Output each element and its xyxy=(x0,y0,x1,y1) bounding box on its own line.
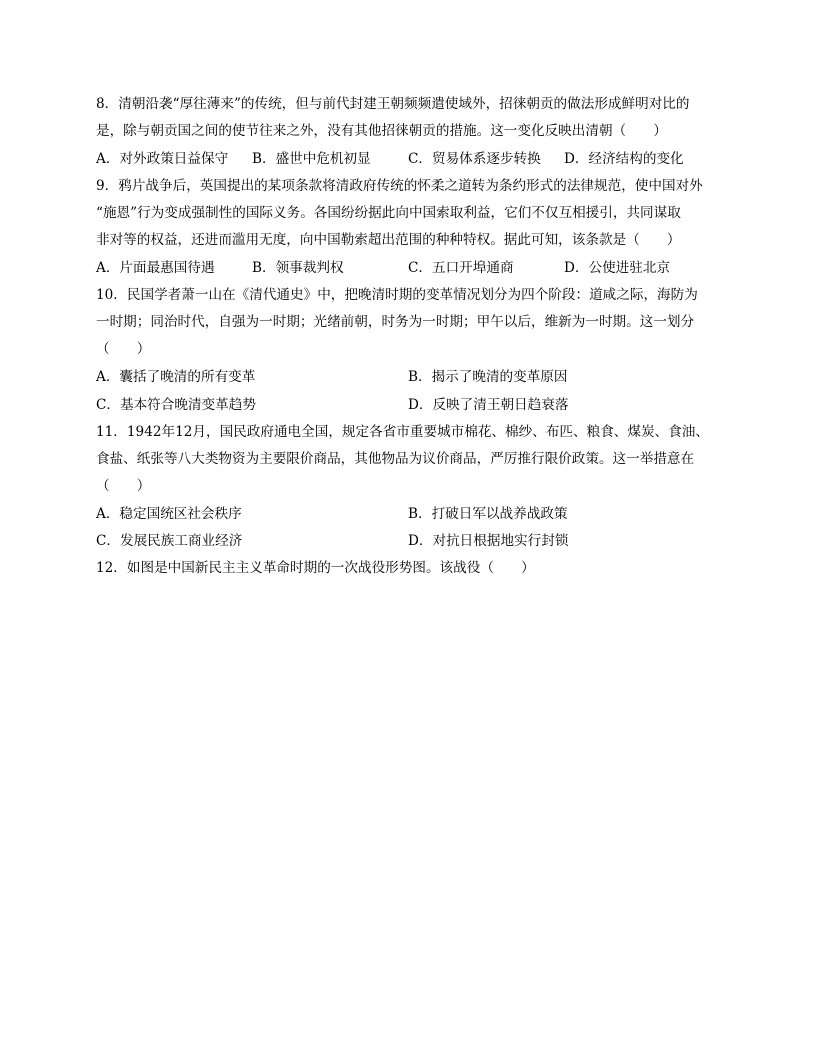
question-9-option-c: C．五口开埠通商 xyxy=(408,260,514,276)
question-9-stem-line-2: “施恩”行为变成强制性的国际义务。各国纷纷据此向中国索取利益，它们不仅互相援引，共同谋取 xyxy=(96,205,681,221)
question-9-option-a: A．片面最惠国待遇 xyxy=(96,260,215,276)
question-8-stem-line-2: 是，除与朝贡国之间的使节往来之外，没有其他招徕朝贡的措施。这一变化反映出清朝（ ） xyxy=(96,123,667,139)
question-10-stem-line-1: 10．民国学者萧一山在《清代通史》中，把晚清时期的变革情况划分为四个阶段：道咸之际，海防为 xyxy=(96,287,698,303)
question-8-option-d: D．经济结构的变化 xyxy=(564,151,684,167)
question-11-option-d: D．对抗日根据地实行封锁 xyxy=(408,533,569,549)
question-8-option-c: C．贸易体系逐步转换 xyxy=(408,151,541,167)
question-12-stem-line-1: 12．如图是中国新民主主义革命时期的一次战役形势图。该战役（ ） xyxy=(96,560,535,576)
question-10-option-d: D．反映了清王朝日趋衰落 xyxy=(408,397,569,413)
question-8-option-a: A．对外政策日益保守 xyxy=(96,151,229,167)
question-11-stem-line-3: （ ） xyxy=(96,478,151,494)
question-11-option-c: C．发展民族工商业经济 xyxy=(96,533,243,549)
question-11-option-a: A．稳定国统区社会秩序 xyxy=(96,506,242,522)
question-10-stem-line-2: 一时期；同治时代，自强为一时期；光绪前朝，时务为一时期；甲午以后，维新为一时期。这一划分 xyxy=(96,314,695,330)
question-10-option-c: C．基本符合晚清变革趋势 xyxy=(96,397,256,413)
question-10-option-a: A．囊括了晚清的所有变革 xyxy=(96,369,256,385)
question-8-option-b: B．盛世中危机初显 xyxy=(252,151,371,167)
question-11-option-b: B．打破日军以战养战政策 xyxy=(408,506,568,522)
question-9-option-b: B．领事裁判权 xyxy=(252,260,344,276)
question-10-stem-line-3: （ ） xyxy=(96,341,151,357)
question-11-stem-line-1: 11．1942年12月，国民政府通电全国，规定各省市重要城市棉花、棉纱、布匹、粮食、煤炭、食油、 xyxy=(96,424,709,440)
question-8-stem-line-1: 8．清朝沿袭“厚往薄来”的传统，但与前代封建王朝频频遣使域外，招徕朝贡的做法形成鲜明对比的 xyxy=(96,96,690,112)
question-9-option-d: D．公使进驻北京 xyxy=(564,260,671,276)
question-11-stem-line-2: 食盐、纸张等八大类物资为主要限价商品，其他物品为议价商品，严厉推行限价政策。这一举措意在 xyxy=(96,451,695,467)
question-9-stem-line-1: 9．鸦片战争后，英国提出的某项条款将清政府传统的怀柔之道转为条约形式的法律规范，使中国对外 xyxy=(96,178,703,194)
question-10-option-b: B．揭示了晚清的变革原因 xyxy=(408,369,568,385)
question-9-stem-line-3: 非对等的权益，还进而滥用无度，向中国勒索超出范围的种种特权。据此可知，该条款是（ ） xyxy=(96,232,681,248)
